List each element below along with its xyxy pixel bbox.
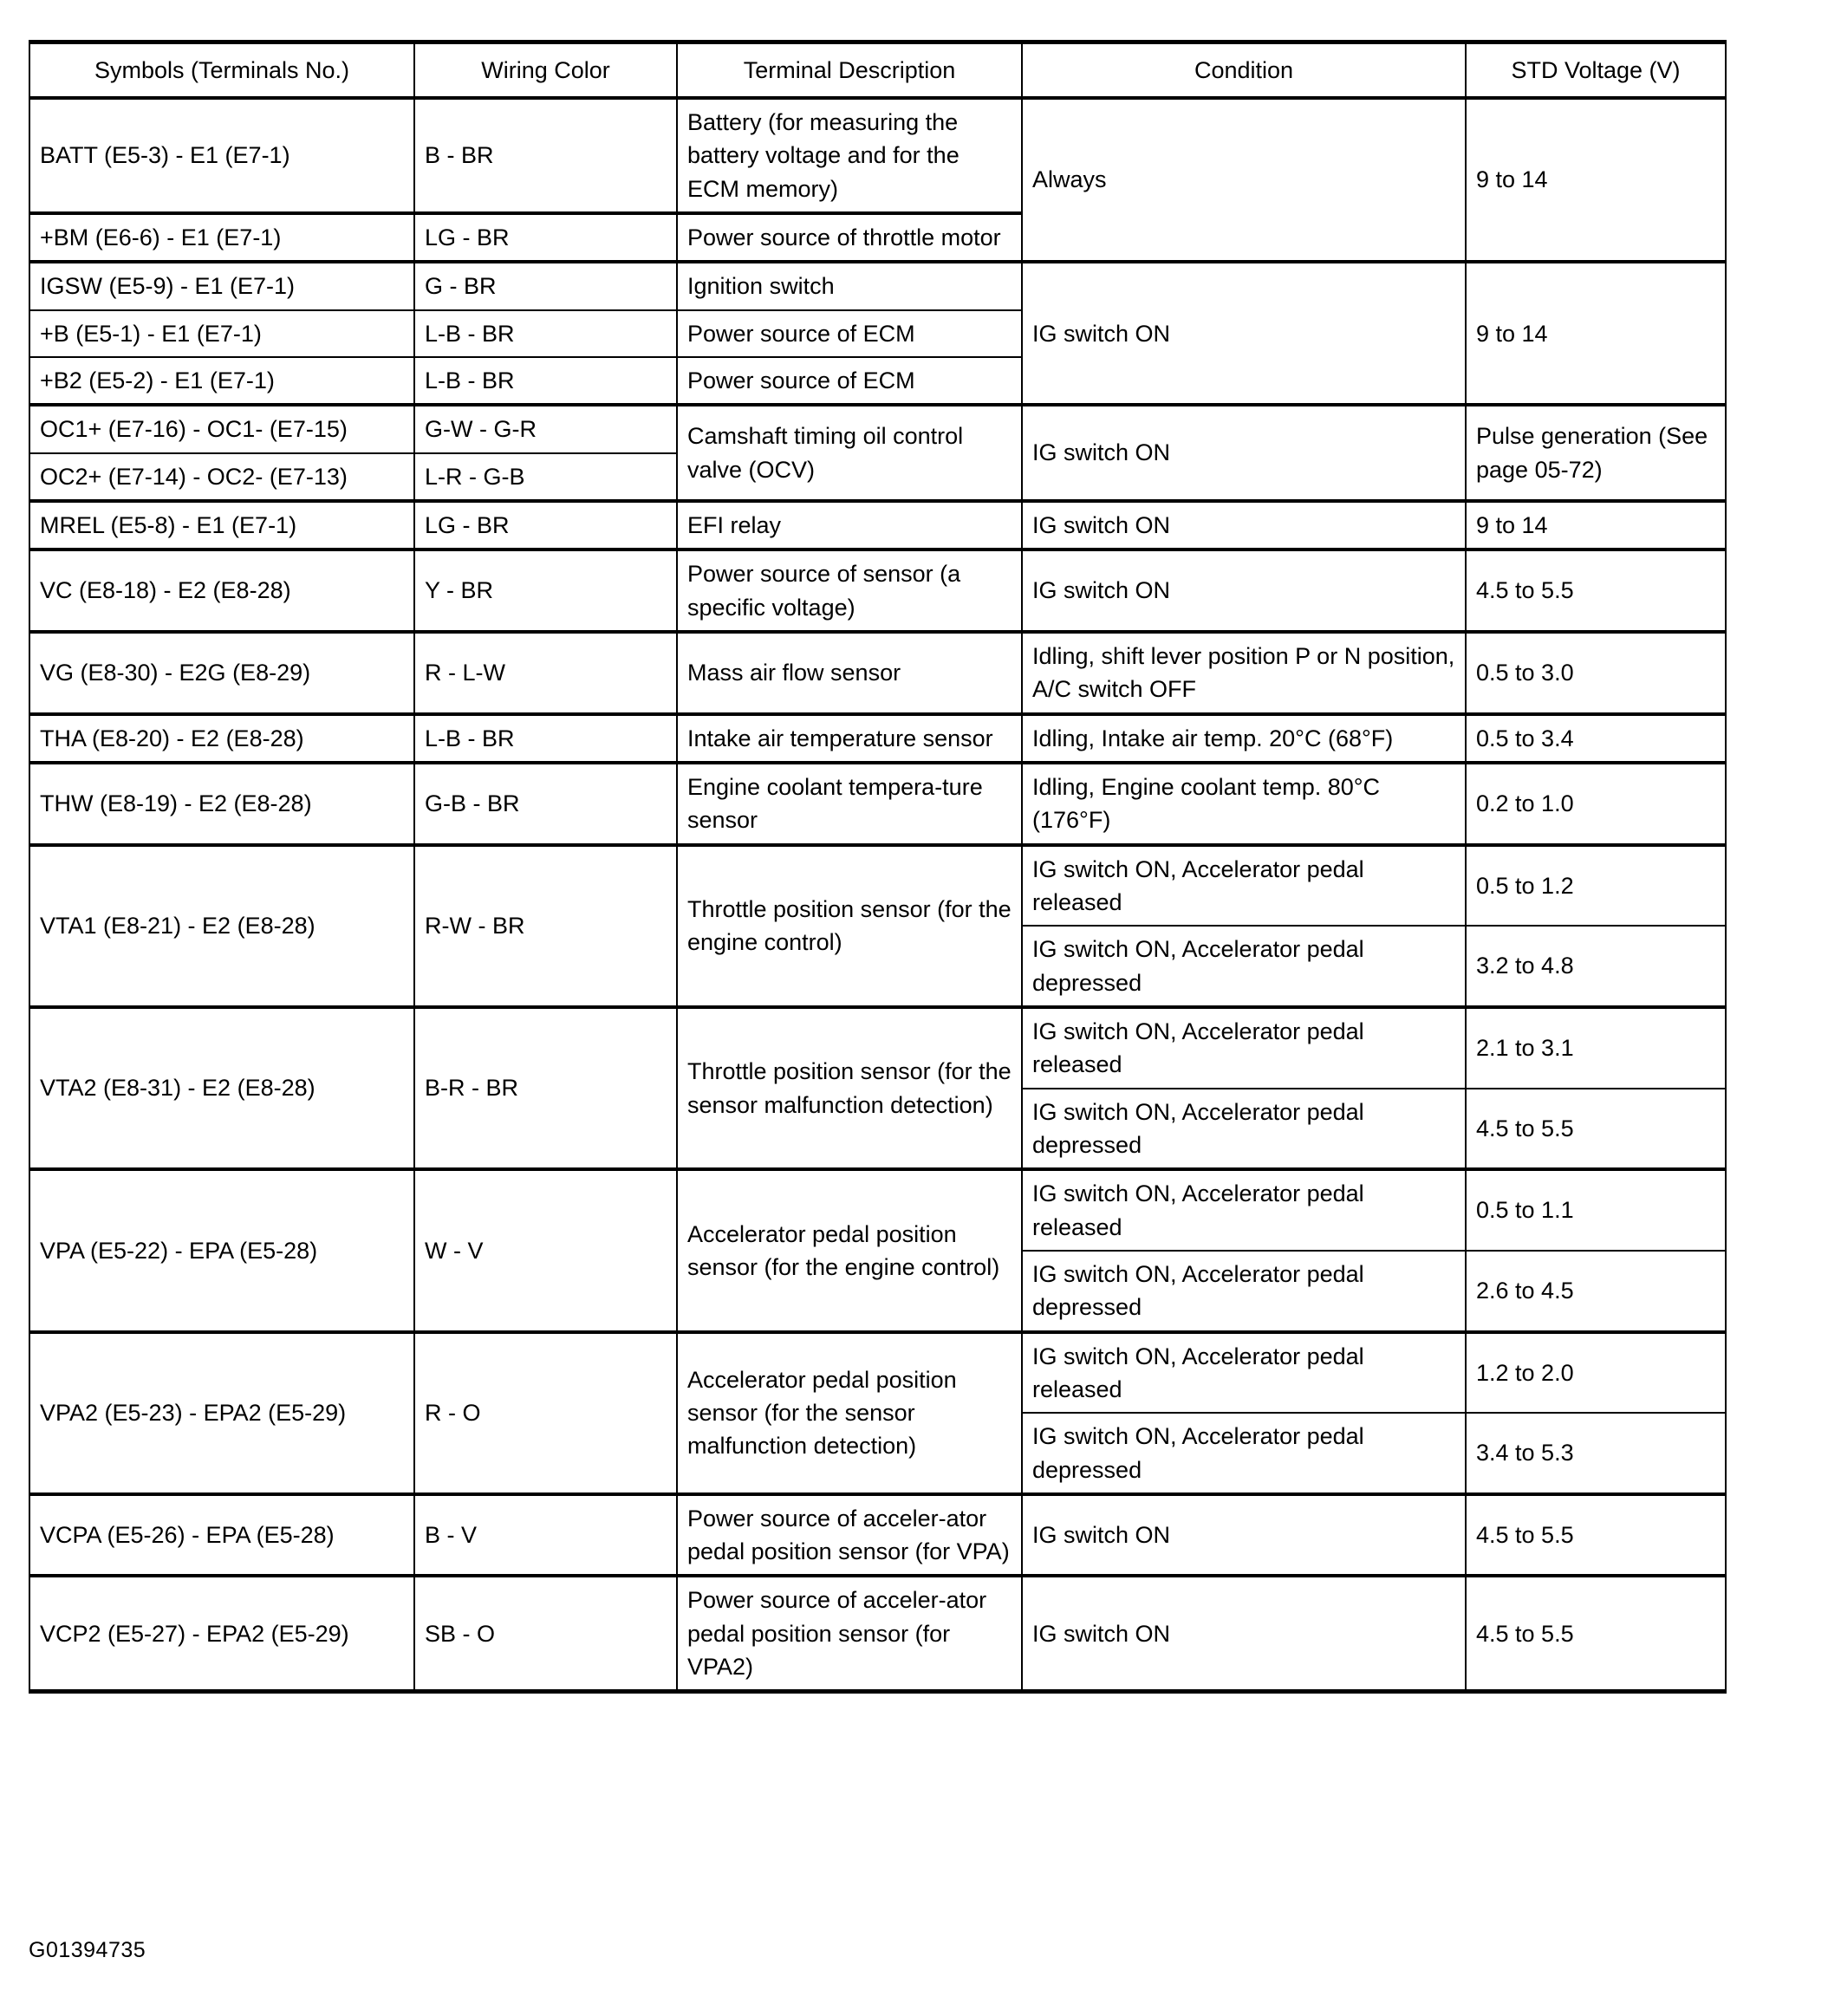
table-row xyxy=(29,405,1726,452)
cell-std-voltage: 0.5 to 3.0 xyxy=(1466,632,1726,714)
cell-terminal-description: Throttle position sensor (for the engine control) xyxy=(677,845,1022,1007)
cell-symbols: VG (E8-30) - E2G (E8-29) xyxy=(29,632,414,714)
cell-condition: IG switch ON xyxy=(1022,550,1466,632)
cell-symbols: VTA1 (E8-21) - E2 (E8-28) xyxy=(29,845,414,1007)
cell-wiring-color: R - O xyxy=(414,1332,677,1494)
cell-std-voltage: 3.4 to 5.3 xyxy=(1466,1413,1726,1494)
table-row xyxy=(29,632,1726,714)
cell-wiring-color: LG - BR xyxy=(414,501,677,550)
cell-terminal-description: EFI relay xyxy=(677,501,1022,550)
table-row xyxy=(29,763,1726,845)
column-header-std-voltage: STD Voltage (V) xyxy=(1466,42,1726,99)
cell-condition: Idling, Engine coolant temp. 80°C (176°F) xyxy=(1022,763,1466,845)
cell-condition: Idling, shift lever position P or N position, A/C switch OFF xyxy=(1022,632,1466,714)
table-row xyxy=(29,501,1726,550)
cell-std-voltage: 0.5 to 3.4 xyxy=(1466,714,1726,763)
cell-terminal-description: Engine coolant tempera-ture sensor xyxy=(677,763,1022,845)
table-row xyxy=(29,845,1726,927)
column-header-condition: Condition xyxy=(1022,42,1466,99)
cell-condition: IG switch ON, Accelerator pedal depressed xyxy=(1022,1089,1466,1170)
cell-symbols: OC2+ (E7-14) - OC2- (E7-13) xyxy=(29,453,414,501)
cell-condition: Idling, Intake air temp. 20°C (68°F) xyxy=(1022,714,1466,763)
cell-wiring-color: L-B - BR xyxy=(414,714,677,763)
table-body xyxy=(29,98,1726,1692)
cell-symbols: BATT (E5-3) - E1 (E7-1) xyxy=(29,98,414,213)
cell-condition: IG switch ON, Accelerator pedal released xyxy=(1022,1169,1466,1251)
cell-std-voltage: Pulse generation (See page 05-72) xyxy=(1466,405,1726,501)
cell-symbols: MREL (E5-8) - E1 (E7-1) xyxy=(29,501,414,550)
cell-symbols: VPA (E5-22) - EPA (E5-28) xyxy=(29,1169,414,1331)
cell-terminal-description: Power source of ECM xyxy=(677,310,1022,357)
cell-std-voltage: 0.5 to 1.1 xyxy=(1466,1169,1726,1251)
cell-std-voltage: 9 to 14 xyxy=(1466,98,1726,262)
table-row xyxy=(29,98,1726,213)
cell-std-voltage: 4.5 to 5.5 xyxy=(1466,1576,1726,1691)
cell-wiring-color: B-R - BR xyxy=(414,1007,677,1169)
cell-std-voltage: 9 to 14 xyxy=(1466,262,1726,405)
table-row xyxy=(29,1007,1726,1089)
cell-condition: IG switch ON xyxy=(1022,501,1466,550)
cell-std-voltage: 9 to 14 xyxy=(1466,501,1726,550)
cell-wiring-color: L-R - G-B xyxy=(414,453,677,501)
cell-terminal-description: Throttle position sensor (for the sensor malfunction detection) xyxy=(677,1007,1022,1169)
terminal-voltage-table-wrapper xyxy=(29,40,1725,1694)
cell-terminal-description: Camshaft timing oil control valve (OCV) xyxy=(677,405,1022,501)
cell-wiring-color: LG - BR xyxy=(414,213,677,262)
cell-std-voltage: 0.2 to 1.0 xyxy=(1466,763,1726,845)
cell-symbols: VC (E8-18) - E2 (E8-28) xyxy=(29,550,414,632)
cell-wiring-color: L-B - BR xyxy=(414,310,677,357)
cell-std-voltage: 3.2 to 4.8 xyxy=(1466,926,1726,1007)
table-row xyxy=(29,1576,1726,1691)
cell-condition: IG switch ON, Accelerator pedal depressed xyxy=(1022,1413,1466,1494)
cell-wiring-color: G-W - G-R xyxy=(414,405,677,452)
cell-wiring-color: G - BR xyxy=(414,262,677,309)
column-header-symbols: Symbols (Terminals No.) xyxy=(29,42,414,99)
cell-terminal-description: Power source of acceler-ator pedal position sensor (for VPA2) xyxy=(677,1576,1022,1691)
cell-symbols: VTA2 (E8-31) - E2 (E8-28) xyxy=(29,1007,414,1169)
cell-condition: Always xyxy=(1022,98,1466,262)
cell-wiring-color: B - V xyxy=(414,1494,677,1577)
cell-terminal-description: Power source of acceler-ator pedal position sensor (for VPA) xyxy=(677,1494,1022,1577)
cell-wiring-color: B - BR xyxy=(414,98,677,213)
cell-wiring-color: L-B - BR xyxy=(414,357,677,405)
cell-terminal-description: Ignition switch xyxy=(677,262,1022,309)
table-row xyxy=(29,1494,1726,1577)
table-row xyxy=(29,714,1726,763)
cell-condition: IG switch ON xyxy=(1022,1494,1466,1577)
cell-std-voltage: 2.6 to 4.5 xyxy=(1466,1251,1726,1332)
cell-std-voltage: 0.5 to 1.2 xyxy=(1466,845,1726,927)
cell-condition: IG switch ON, Accelerator pedal depressed xyxy=(1022,926,1466,1007)
cell-symbols: OC1+ (E7-16) - OC1- (E7-15) xyxy=(29,405,414,452)
cell-terminal-description: Intake air temperature sensor xyxy=(677,714,1022,763)
table-row xyxy=(29,550,1726,632)
cell-condition: IG switch ON, Accelerator pedal released xyxy=(1022,1332,1466,1414)
terminal-voltage-table xyxy=(29,40,1727,1694)
cell-symbols: +BM (E6-6) - E1 (E7-1) xyxy=(29,213,414,262)
cell-symbols: IGSW (E5-9) - E1 (E7-1) xyxy=(29,262,414,309)
table-row xyxy=(29,262,1726,309)
cell-std-voltage: 4.5 to 5.5 xyxy=(1466,1089,1726,1170)
cell-wiring-color: G-B - BR xyxy=(414,763,677,845)
cell-symbols: THW (E8-19) - E2 (E8-28) xyxy=(29,763,414,845)
cell-symbols: VCPA (E5-26) - EPA (E5-28) xyxy=(29,1494,414,1577)
cell-symbols: +B2 (E5-2) - E1 (E7-1) xyxy=(29,357,414,405)
cell-symbols: VCP2 (E5-27) - EPA2 (E5-29) xyxy=(29,1576,414,1691)
column-header-terminal-description: Terminal Description xyxy=(677,42,1022,99)
cell-condition: IG switch ON xyxy=(1022,1576,1466,1691)
column-header-wiring-color: Wiring Color xyxy=(414,42,677,99)
cell-symbols: +B (E5-1) - E1 (E7-1) xyxy=(29,310,414,357)
cell-symbols: VPA2 (E5-23) - EPA2 (E5-29) xyxy=(29,1332,414,1494)
cell-terminal-description: Battery (for measuring the battery voltage and for the ECM memory) xyxy=(677,98,1022,213)
cell-wiring-color: Y - BR xyxy=(414,550,677,632)
cell-wiring-color: R - L-W xyxy=(414,632,677,714)
cell-terminal-description: Power source of throttle motor xyxy=(677,213,1022,262)
cell-condition: IG switch ON xyxy=(1022,405,1466,501)
cell-terminal-description: Accelerator pedal position sensor (for the engine control) xyxy=(677,1169,1022,1331)
cell-condition: IG switch ON, Accelerator pedal released xyxy=(1022,1007,1466,1089)
figure-reference-code: G01394735 xyxy=(29,1938,146,1962)
cell-condition: IG switch ON, Accelerator pedal depressed xyxy=(1022,1251,1466,1332)
cell-condition: IG switch ON xyxy=(1022,262,1466,405)
cell-condition: IG switch ON, Accelerator pedal released xyxy=(1022,845,1466,927)
cell-std-voltage: 4.5 to 5.5 xyxy=(1466,550,1726,632)
cell-terminal-description: Power source of ECM xyxy=(677,357,1022,405)
cell-std-voltage: 4.5 to 5.5 xyxy=(1466,1494,1726,1577)
cell-terminal-description: Power source of sensor (a specific voltage) xyxy=(677,550,1022,632)
cell-wiring-color: SB - O xyxy=(414,1576,677,1691)
table-header-row xyxy=(29,42,1726,99)
cell-terminal-description: Mass air flow sensor xyxy=(677,632,1022,714)
table-header xyxy=(29,42,1726,99)
cell-terminal-description: Accelerator pedal position sensor (for the sensor malfunction detection) xyxy=(677,1332,1022,1494)
table-row xyxy=(29,1169,1726,1251)
cell-wiring-color: W - V xyxy=(414,1169,677,1331)
table-row xyxy=(29,1332,1726,1414)
cell-wiring-color: R-W - BR xyxy=(414,845,677,1007)
cell-symbols: THA (E8-20) - E2 (E8-28) xyxy=(29,714,414,763)
cell-std-voltage: 1.2 to 2.0 xyxy=(1466,1332,1726,1414)
cell-std-voltage: 2.1 to 3.1 xyxy=(1466,1007,1726,1089)
